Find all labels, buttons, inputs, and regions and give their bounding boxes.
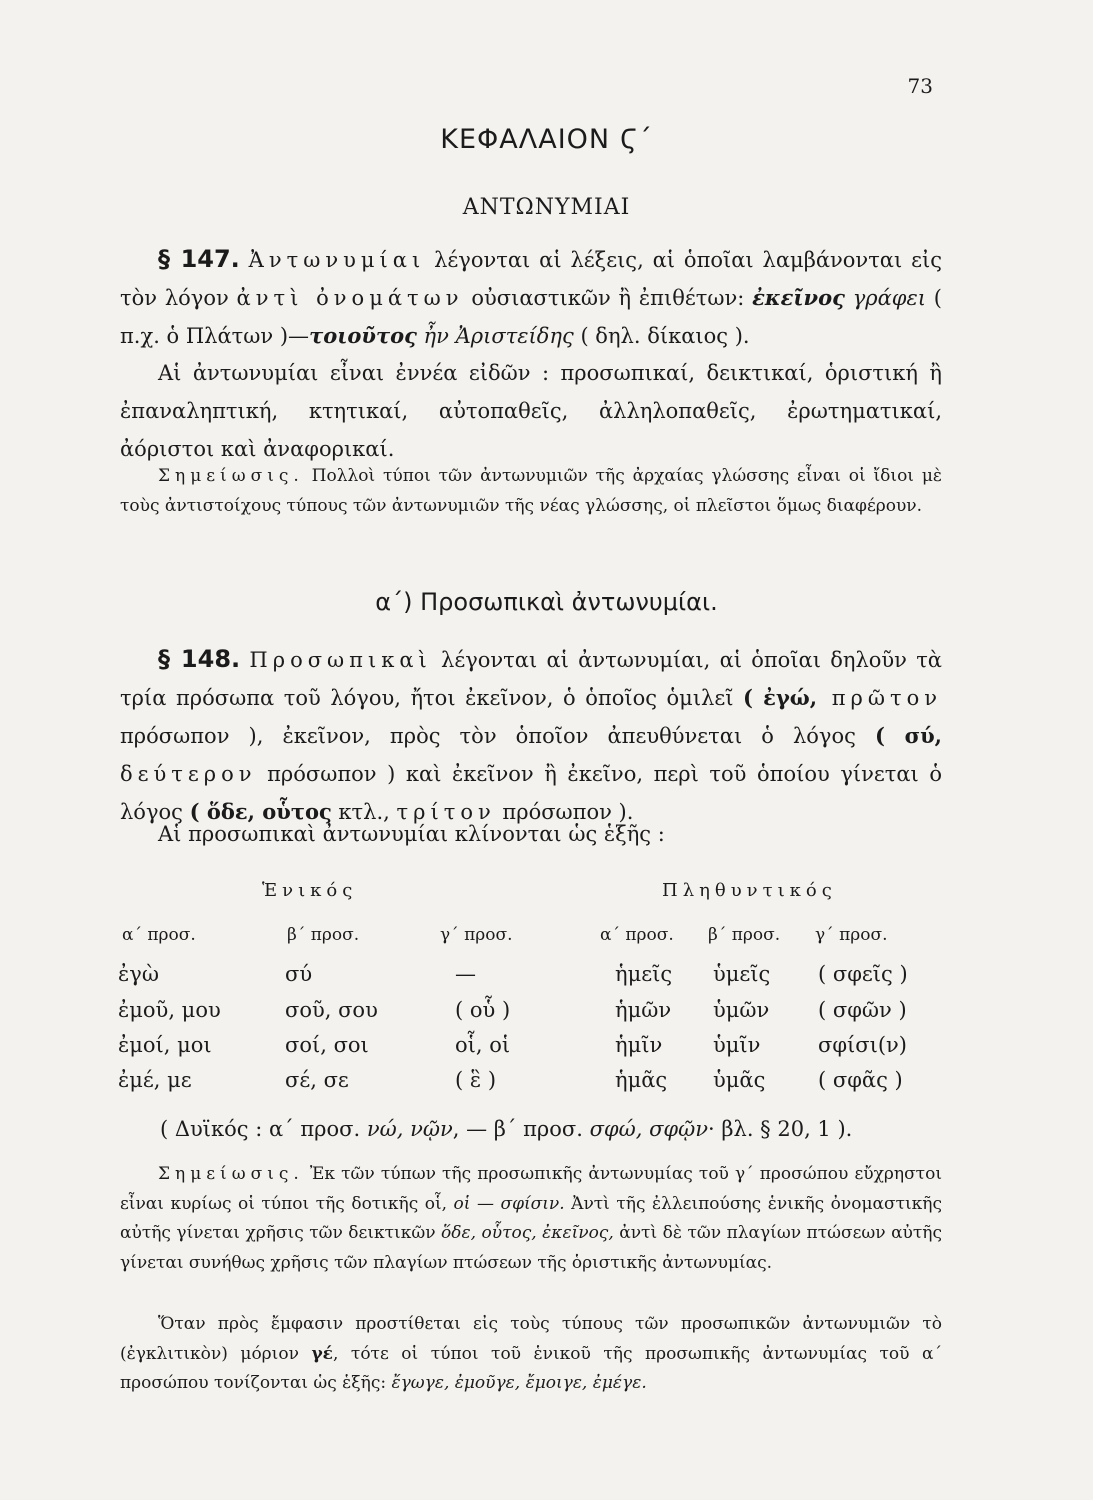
chapter-title: ΚΕΦΑΛΑΙΟΝ Ϛ΄ <box>440 124 653 155</box>
table-cell: ὑμῶν <box>713 998 770 1022</box>
text: λέγονται αἱ λέξεις, αἱ ὁποῖαι λαμβάνονται εἰς τὸν λόγον <box>120 248 942 310</box>
example-text: ὅδε, οὗτος, ἐκεῖνος, <box>441 1223 614 1243</box>
header-plural: Πληθυντικός <box>662 880 837 901</box>
table-cell: ( σφᾶς ) <box>818 1068 903 1092</box>
table-cell: ἐγὼ <box>118 962 159 986</box>
text: ( Δυϊκός : α΄ προσ. <box>160 1117 367 1141</box>
table-cell: σύ <box>285 962 313 986</box>
bold-term: ( σύ, <box>874 723 942 748</box>
example-word: ἐκεῖνος <box>752 285 845 310</box>
table-cell: ἐμοί, μοι <box>118 1033 212 1057</box>
text: , — β΄ προσ. <box>452 1117 590 1141</box>
paragraph-147-kinds: Αἱ ἀντωνυμίαι εἶναι ἐννέα εἰδῶν : προσωπικαί, δεικτικαί, ὁριστική ἢ ἐπαναληπτική, κτητικαί, αὐτοπαθεῖς, ἀλληλοπαθεῖς, ἐρωτηματικαί, ἀόριστοι καὶ ἀναφορικαί. <box>120 361 942 461</box>
example-text: ἦν Ἀριστείδης <box>416 324 574 348</box>
table-cell: ἡμεῖς <box>615 962 673 986</box>
table-cell: σοῦ, σου <box>285 998 378 1022</box>
note-text: Ὅταν πρὸς ἔμφασιν προστίθεται εἰς τοὺς τύπους τῶν προσωπικῶν ἀντωνυμιῶν τὸ (ἐγκλιτικὸν) μόριον <box>120 1314 942 1364</box>
bold-term: ( ὅδε, οὗτος <box>189 799 332 824</box>
table-cell: ( ἓ ) <box>455 1068 497 1092</box>
note-label: Σημείωσις. <box>158 1164 304 1184</box>
text: οὐσιαστικῶν ἢ ἐπιθέτων: <box>463 286 753 310</box>
example-word: τοιοῦτος <box>309 323 417 348</box>
table-cell: σέ, σε <box>285 1068 349 1092</box>
table-cell: ( σφῶν ) <box>818 998 907 1022</box>
note-text: Ἐκ τῶν τύπων τῆς προσωπικῆς ἀντωνυμίας τοῦ γ΄ προσώπου εὔχρηστοι εἶναι κυρίως οἱ τύποι τῆς δοτικῆς οἷ, <box>120 1164 942 1214</box>
example-text: γράφει <box>844 286 926 310</box>
note-3 <box>120 1310 942 1399</box>
example-text: οἱ — σφίσιν. <box>453 1193 565 1214</box>
spaced-term: δεύτερον <box>120 762 257 786</box>
bold-term: ( ἐγώ, <box>743 685 818 710</box>
column-header: β΄ προσ. <box>708 925 781 945</box>
table-cell: — <box>455 962 476 986</box>
table-cell: ὑμῖν <box>713 1033 761 1057</box>
column-header: β΄ προσ. <box>287 925 360 945</box>
note-text: , τότε οἱ τύποι τοῦ ἑνικοῦ τῆς προσωπικῆς ἀντωνυμίας τοῦ α΄ προσώπου τονίζονται ὡς ἑξῆς: <box>120 1343 942 1393</box>
page-number: 73 <box>907 74 933 98</box>
example-text: ἔγωγε, ἐμοῦγε, ἔμοιγε, ἐμέγε. <box>391 1373 647 1393</box>
header-singular: Ἑνικός <box>262 880 358 901</box>
note-text: Ἀντὶ τῆς ἐλλειπούσης ἑνικῆς ὀνομαστικῆς αὐτῆς γίνεται χρῆσις τῶν δεικτικῶν <box>120 1193 942 1243</box>
column-header: γ΄ προσ. <box>815 925 888 945</box>
text: ( δηλ. δίκαιος ). <box>573 324 750 348</box>
paragraph-147 <box>120 240 942 355</box>
bold-term: γέ <box>311 1343 333 1364</box>
subsection-title: α΄) Προσωπικαὶ ἀντωνυμίαι. <box>375 588 718 616</box>
note-text: Πολλοὶ τύποι τῶν ἀντωνυμιῶν τῆς ἀρχαίας γλώσσης εἶναι οἱ ἴδιοι μὲ τοὺς ἀντιστοίχους τύπους τῶν ἀντωνυμιῶν τῆς νέας γλώσσης, οἱ πλεῖστοι ὅμως διαφέρουν. <box>120 466 942 516</box>
text: πρόσωπον ) καὶ ἐκεῖνον ἢ ἐκεῖνο, περὶ τοῦ ὁποίου γίνεται ὁ λόγος <box>120 762 942 824</box>
table-cell: σφίσι(ν) <box>818 1033 907 1057</box>
note-text: ἀντὶ δὲ τῶν πλαγίων πτώσεων αὐτῆς γίνεται συνήθως χρῆσις τῶν πλαγίων πτώσεων τῆς ὁριστικῆς ἀντωνυμίας. <box>120 1223 942 1273</box>
table-cell: ἡμᾶς <box>615 1068 668 1092</box>
text: ( π.χ. ὁ Πλάτων )— <box>120 286 942 348</box>
spaced-term: ἀντὶ ὀνομάτων <box>236 286 464 310</box>
table-cell: ὑμεῖς <box>713 962 771 986</box>
paragraph-148-intro: Αἱ προσωπικαὶ ἀντωνυμίαι κλίνονται ὡς ἑξῆς : <box>158 822 665 846</box>
section-title: ΑΝΤΩΝΥΜΙΑΙ <box>462 195 631 220</box>
dual-note <box>160 1110 950 1148</box>
spaced-term: Προσωπικαὶ <box>249 648 432 672</box>
table-cell: ὑμᾶς <box>713 1068 766 1092</box>
spaced-term: τρίτον <box>396 800 496 824</box>
note-label: Σημείωσις. <box>158 466 304 486</box>
column-header: α΄ προσ. <box>600 925 674 945</box>
example-text: σφώ, σφῷν <box>589 1117 709 1141</box>
paragraph-148 <box>120 640 942 831</box>
spaced-term: πρῶτον <box>817 686 942 710</box>
table-cell: ἡμῶν <box>615 998 672 1022</box>
text: · βλ. § 20, 1 ). <box>708 1117 853 1141</box>
spaced-term: Ἀντωνυμίαι <box>248 248 426 272</box>
note-2 <box>120 1160 942 1278</box>
table-cell: ( σφεῖς ) <box>818 962 908 986</box>
table-cell: ἐμέ, με <box>118 1068 192 1092</box>
text: πρόσωπον ). <box>495 800 634 824</box>
note-1 <box>120 462 942 521</box>
column-header: α΄ προσ. <box>122 925 196 945</box>
table-cell: ἐμοῦ, μου <box>118 998 221 1022</box>
table-cell: ἡμῖν <box>615 1033 663 1057</box>
table-cell: ( οὗ ) <box>455 998 511 1022</box>
text: πρόσωπον ), ἐκεῖνον, πρὸς τὸν ὁποῖον ἀπευθύνεται ὁ λόγος <box>120 724 875 748</box>
text: κτλ., <box>331 800 397 824</box>
column-header: γ΄ προσ. <box>440 925 513 945</box>
text: λέγονται αἱ ἀντωνυμίαι, αἱ ὁποῖαι δηλοῦν τὰ τρία πρόσωπα τοῦ λόγου, ἤτοι ἐκεῖνον, ὁ ὁποῖος ὁμιλεῖ <box>120 648 942 710</box>
example-text: νώ, νῷν <box>366 1117 453 1141</box>
section-mark: § 147. <box>158 245 240 273</box>
section-mark: § 148. <box>158 645 241 673</box>
table-cell: σοί, σοι <box>285 1033 369 1057</box>
table-cell: οἷ, οἱ <box>455 1033 511 1057</box>
